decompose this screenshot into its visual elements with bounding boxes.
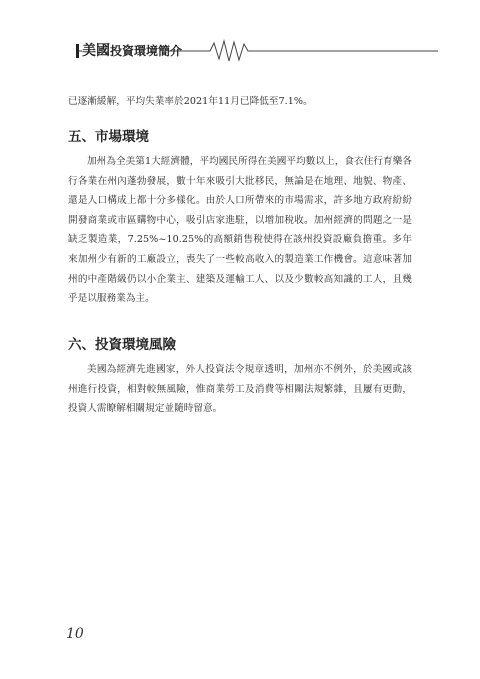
market-paragraph: 加州為全美第1大經濟體，平均國民所得在美國平均數以上，食衣住行育樂各行各業在州內蓬勃發展，數十年來吸引大批移民，無論是在地理、地貌、物產、還是人口構成上都十分多樣化。由於人口所帶來的市場需求，許多地方政府紛紛開發商業或市區購物中心，吸引店家進駐，以增加稅收。加州經濟的問題之一是缺乏製造業，7.25%~10.25%的高額銷售稅使得在該州投資設廠負擔重。多年來加州少有新的工廠設立，喪失了一些較高收入的製造業工作機會。這意味著加州的中產階級仍以小企業主、建築及運輸工人、以及少數較高知識的工人，且幾乎是以服務業為主。	[68, 156, 412, 305]
header-title-rest: 投資環境簡介	[110, 44, 183, 58]
page-number: 10	[66, 626, 84, 642]
intro-line: 已逐漸緩解，平均失業率於2021年11月已降低至7.1%。	[68, 96, 313, 107]
running-header	[58, 38, 438, 64]
section-heading-risk: 六、投資環境風險	[68, 337, 176, 353]
risk-paragraph: 美國為經濟先進國家，外人投資法令規章透明，加州亦不例外，於美國或該州進行投資，相對較無風險，惟商業勞工及消費等相關法規繁雜，且屢有更動，投資人需瞭解相關規定並隨時留意。	[68, 364, 412, 415]
header-title	[82, 40, 182, 60]
header-title-main: 美國	[82, 43, 110, 59]
section-heading-market: 五、市場環境	[68, 129, 149, 145]
